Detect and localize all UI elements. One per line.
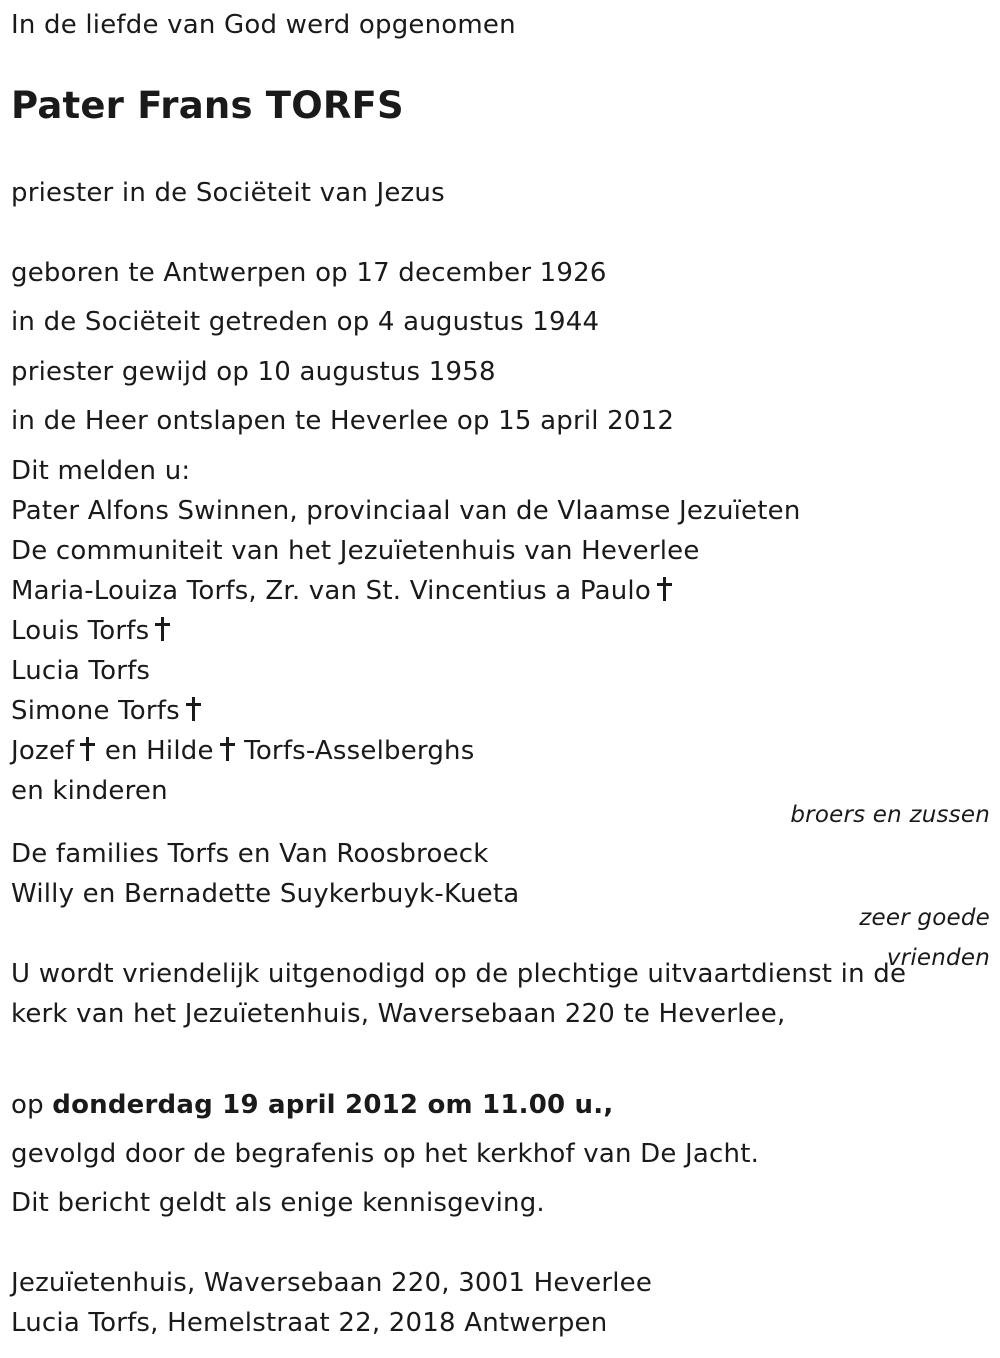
service-date bbox=[11, 1090, 613, 1120]
announcer-line: Lucia Torfs bbox=[11, 656, 151, 686]
announcer-text: Louis Torfs bbox=[11, 616, 150, 646]
announcer-text: en Hilde bbox=[104, 736, 214, 766]
role-text: priester in de Sociëteit van Jezus bbox=[11, 178, 445, 208]
announcer-line bbox=[11, 576, 673, 606]
cross-icon bbox=[657, 577, 671, 601]
cross-icon bbox=[220, 737, 234, 761]
ordination-line: priester gewijd op 10 augustus 1958 bbox=[11, 357, 496, 387]
announcer-line bbox=[11, 616, 171, 646]
announcer-text: Jozef bbox=[11, 736, 75, 766]
announcer-line: en kinderen bbox=[11, 776, 168, 806]
deceased-name: Pater Frans TORFS bbox=[11, 84, 404, 127]
death-line: in de Heer ontslapen te Heverlee op 15 april 2012 bbox=[11, 406, 675, 436]
friends-note: vrienden bbox=[886, 945, 990, 971]
date-prefix: op bbox=[11, 1090, 44, 1120]
announcer-line: De families Torfs en Van Roosbroeck bbox=[11, 839, 489, 869]
announcer-text: Torfs-Asselberghs bbox=[244, 736, 475, 766]
notice-text: Dit bericht geldt als enige kennisgeving. bbox=[11, 1188, 545, 1218]
intro-text: In de liefde van God werd opgenomen bbox=[11, 10, 516, 40]
announcers-heading: Dit melden u: bbox=[11, 456, 191, 486]
announcer-text: Maria-Louiza Torfs, Zr. van St. Vincentius a Paulo bbox=[11, 576, 651, 606]
burial-text: gevolgd door de begrafenis op het kerkhof van De Jacht. bbox=[11, 1139, 760, 1169]
announcer-line: Willy en Bernadette Suykerbuyk-Kueta bbox=[11, 879, 520, 909]
address-line: Jezuïetenhuis, Waversebaan 220, 3001 Heverlee bbox=[11, 1268, 653, 1298]
cross-icon bbox=[155, 617, 169, 641]
announcer-line: De communiteit van het Jezuïetenhuis van Heverlee bbox=[11, 536, 700, 566]
birth-line: geboren te Antwerpen op 17 december 1926 bbox=[11, 258, 607, 288]
announcer-line bbox=[11, 736, 475, 766]
cross-icon bbox=[186, 697, 200, 721]
friends-note: zeer goede bbox=[859, 905, 990, 931]
address-line: Lucia Torfs, Hemelstraat 22, 2018 Antwerpen bbox=[11, 1308, 608, 1338]
date-bold: donderdag 19 april 2012 om 11.00 u., bbox=[52, 1090, 614, 1120]
cross-icon bbox=[80, 737, 94, 761]
siblings-note: broers en zussen bbox=[790, 802, 990, 828]
announcer-text: Simone Torfs bbox=[11, 696, 180, 726]
entry-line: in de Sociëteit getreden op 4 augustus 1944 bbox=[11, 307, 600, 337]
announcer-line: Pater Alfons Swinnen, provinciaal van de Vlaamse Jezuïeten bbox=[11, 496, 801, 526]
announcer-line bbox=[11, 696, 202, 726]
invitation-text: U wordt vriendelijk uitgenodigd op de plechtige uitvaartdienst in de kerk van het Jezuïetenhuis, Waversebaan 220 te Heverlee, bbox=[11, 959, 907, 1029]
